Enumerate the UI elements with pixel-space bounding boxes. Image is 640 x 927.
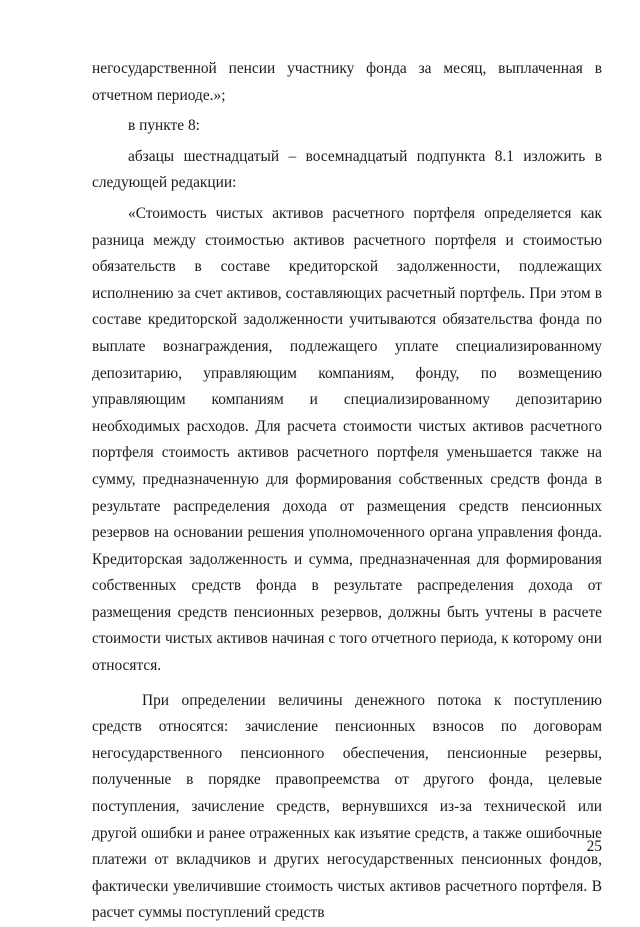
paragraph-continuation: негосударственной пенсии участнику фонда за месяц, выплаченная в отчетном периоде.»;	[92, 60, 602, 104]
document-body	[92, 56, 602, 927]
paragraph-point-8: в пункте 8:	[128, 117, 200, 135]
paragraph-cash-flow-inflows: При определении величины денежного потока к поступлению средств относятся: зачисление пенсионных взносов по договорам негосударственного пенсионного обеспечения, пенсионные резервы, полученные в порядке правопреемства от другого фонда, целевые поступления, зачисление средств, вернувшихся из-за технической или другой ошибки и ранее отраженных как изъятие средств, а также ошибочные платежи от вкладчиков и других негосударственных пенсионных фондов, фактически увеличившие стоимость чистых активов расчетного портфеля. В расчет суммы поступлений средств	[92, 691, 602, 922]
page-number: 25	[586, 838, 602, 855]
paragraph-net-assets-definition: «Стоимость чистых активов расчетного портфеля определяется как разница между стоимостью активов расчетного портфеля и стоимостью обязательств в составе кредиторской задолженности, подлежащих исполнению за счет активов, составляющих расчетный портфель. При этом в составе кредиторской задолженности учитываются обязательства фонда по выплате вознаграждения, подлежащего уплате специализированному депозитарию, управляющим компаниям, фонду, по возмещению управляющим компаниям и специализированному депозитарию необходимых расходов. Для расчета стоимости чистых активов расчетного портфеля стоимость активов расчетного портфеля уменьшается также на сумму, предназначенную для формирования собственных средств фонда в результате распределения дохода от размещения средств пенсионных резервов на основании решения уполномоченного органа управления фонда. Кредиторская задолженность и сумма, предназначенная для формирования собственных средств фонда в результате распределения дохода от размещения средств пенсионных резервов, должны быть учтены в расчете стоимости чистых активов начиная с того отчетного периода, к которому они относятся.	[92, 204, 602, 675]
paragraph-amendment-intro: абзацы шестнадцатый – восемнадцатый подпункта 8.1 изложить в следующей редакции:	[92, 147, 602, 192]
